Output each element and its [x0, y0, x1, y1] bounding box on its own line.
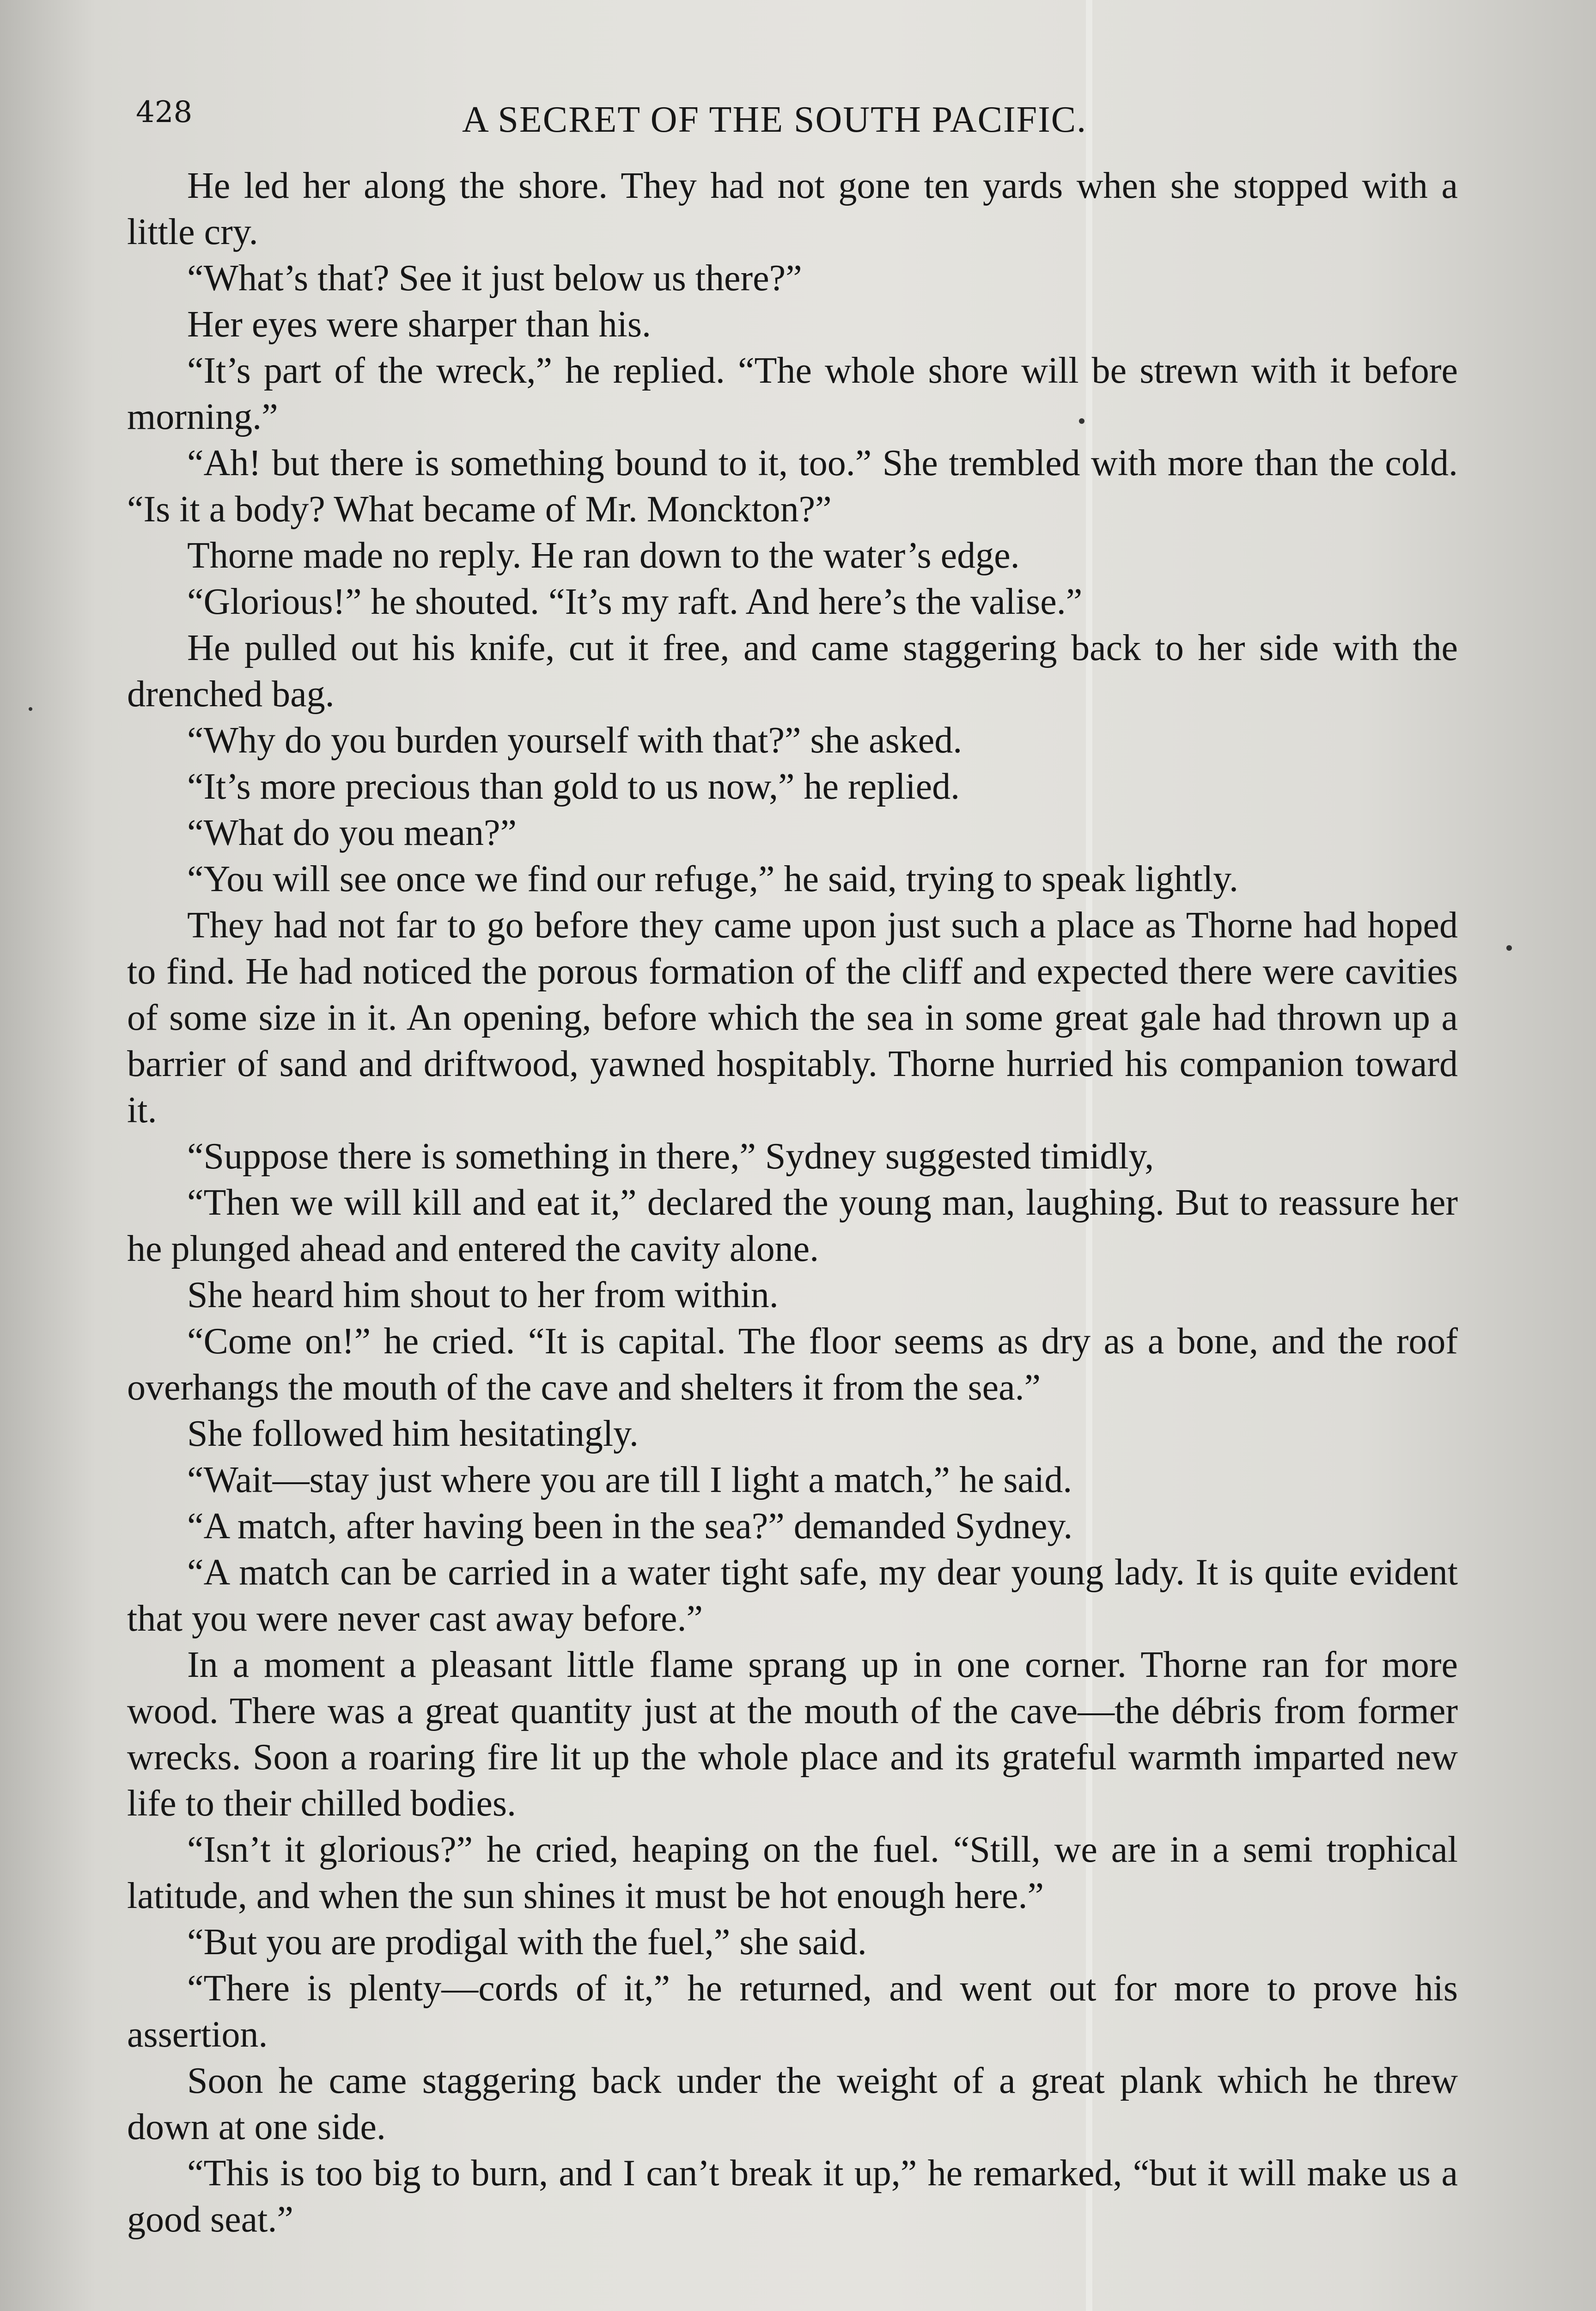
paragraph: “But you are prodigal with the fuel,” she said.	[187, 1922, 867, 1963]
ink-speck	[1506, 945, 1512, 951]
paragraph: He pulled out his knife, cut it free, and came staggering back to her side with the drenched bag.	[127, 628, 1458, 715]
paragraph: Soon he came staggering back under the weight of a great plank which he threw down at one side.	[127, 2060, 1458, 2147]
paragraph: “A match can be carried in a water tight safe, my dear young lady. It is quite evident that you were never cast away before.”	[127, 1552, 1458, 1639]
paragraph: He led her along the shore. They had not gone ten yards when she stopped with a little cry.	[127, 165, 1458, 252]
paragraph: “Ah! but there is something bound to it, too.” She trembled with more than the cold. “Is it a body? What became of Mr. Monckton?”	[127, 443, 1458, 530]
paragraph: “This is too big to burn, and I can’t break it up,” he remarked, “but it will make us a good seat.”	[127, 2153, 1458, 2240]
paragraph: Her eyes were sharper than his.	[187, 304, 652, 345]
running-title: A SECRET OF THE SOUTH PACIFIC.	[462, 99, 1087, 140]
paragraph: Thorne made no reply. He ran down to the water’s edge.	[187, 535, 1020, 576]
paragraph: “What do you mean?”	[187, 813, 517, 853]
page-number: 428	[136, 95, 193, 129]
paragraph: “A match, after having been in the sea?” demanded Sydney.	[187, 1506, 1073, 1547]
paragraph: “Wait—stay just where you are till I light a match,” he said.	[187, 1460, 1072, 1500]
paragraph: “Suppose there is something in there,” Sydney suggested timidly,	[187, 1136, 1154, 1177]
page-header	[129, 92, 1460, 143]
paragraph: They had not far to go before they came upon just such a place as Thorne had hoped to find. He had noticed the porous formation of the cliff and expected there were cavities of some size in it. An opening, before which the sea in some great gale had thrown up a barrier of sand and driftwood, yawned hospitably. Thorne hurried his companion toward it.	[127, 905, 1458, 1131]
paragraph: “What’s that? See it just below us there?”	[187, 258, 802, 299]
paragraph: In a moment a pleasant little flame sprang up in one corner. Thorne ran for more wood. There was a great quantity just at the mouth of the cave—the débris from former wrecks. Soon a roaring fire lit up the whole place and its grateful warmth imparted new life to their chilled bodies.	[127, 1645, 1458, 1824]
ink-speck	[1079, 418, 1084, 424]
paragraph: “Glorious!” he shouted. “It’s my raft. And here’s the valise.”	[187, 581, 1083, 622]
paragraph: “It’s more precious than gold to us now,” he replied.	[187, 766, 960, 807]
paragraph: “You will see once we find our refuge,” he said, trying to speak lightly.	[187, 859, 1239, 899]
paragraph: “Then we will kill and eat it,” declared the young man, laughing. But to reassure her he plunged ahead and entered the cavity alone.	[127, 1182, 1458, 1269]
ink-speck	[29, 707, 32, 711]
paragraph: She followed him hesitatingly.	[187, 1413, 639, 1454]
paragraph: “It’s part of the wreck,” he replied. “The whole shore will be strewn with it before morning.”	[127, 350, 1458, 437]
paragraph: “Come on!” he cried. “It is capital. The floor seems as dry as a bone, and the roof overhangs the mouth of the cave and shelters it from the sea.”	[127, 1321, 1458, 1408]
story-text	[127, 163, 1458, 2243]
paragraph: “Why do you burden yourself with that?” she asked.	[187, 720, 962, 761]
paragraph: “Isn’t it glorious?” he cried, heaping on the fuel. “Still, we are in a semi trophical latitude, and when the sun shines it must be hot enough here.”	[127, 1829, 1458, 1916]
paragraph: She heard him shout to her from within.	[187, 1275, 779, 1315]
paragraph: “There is plenty—cords of it,” he returned, and went out for more to prove his assertion.	[127, 1968, 1458, 2055]
